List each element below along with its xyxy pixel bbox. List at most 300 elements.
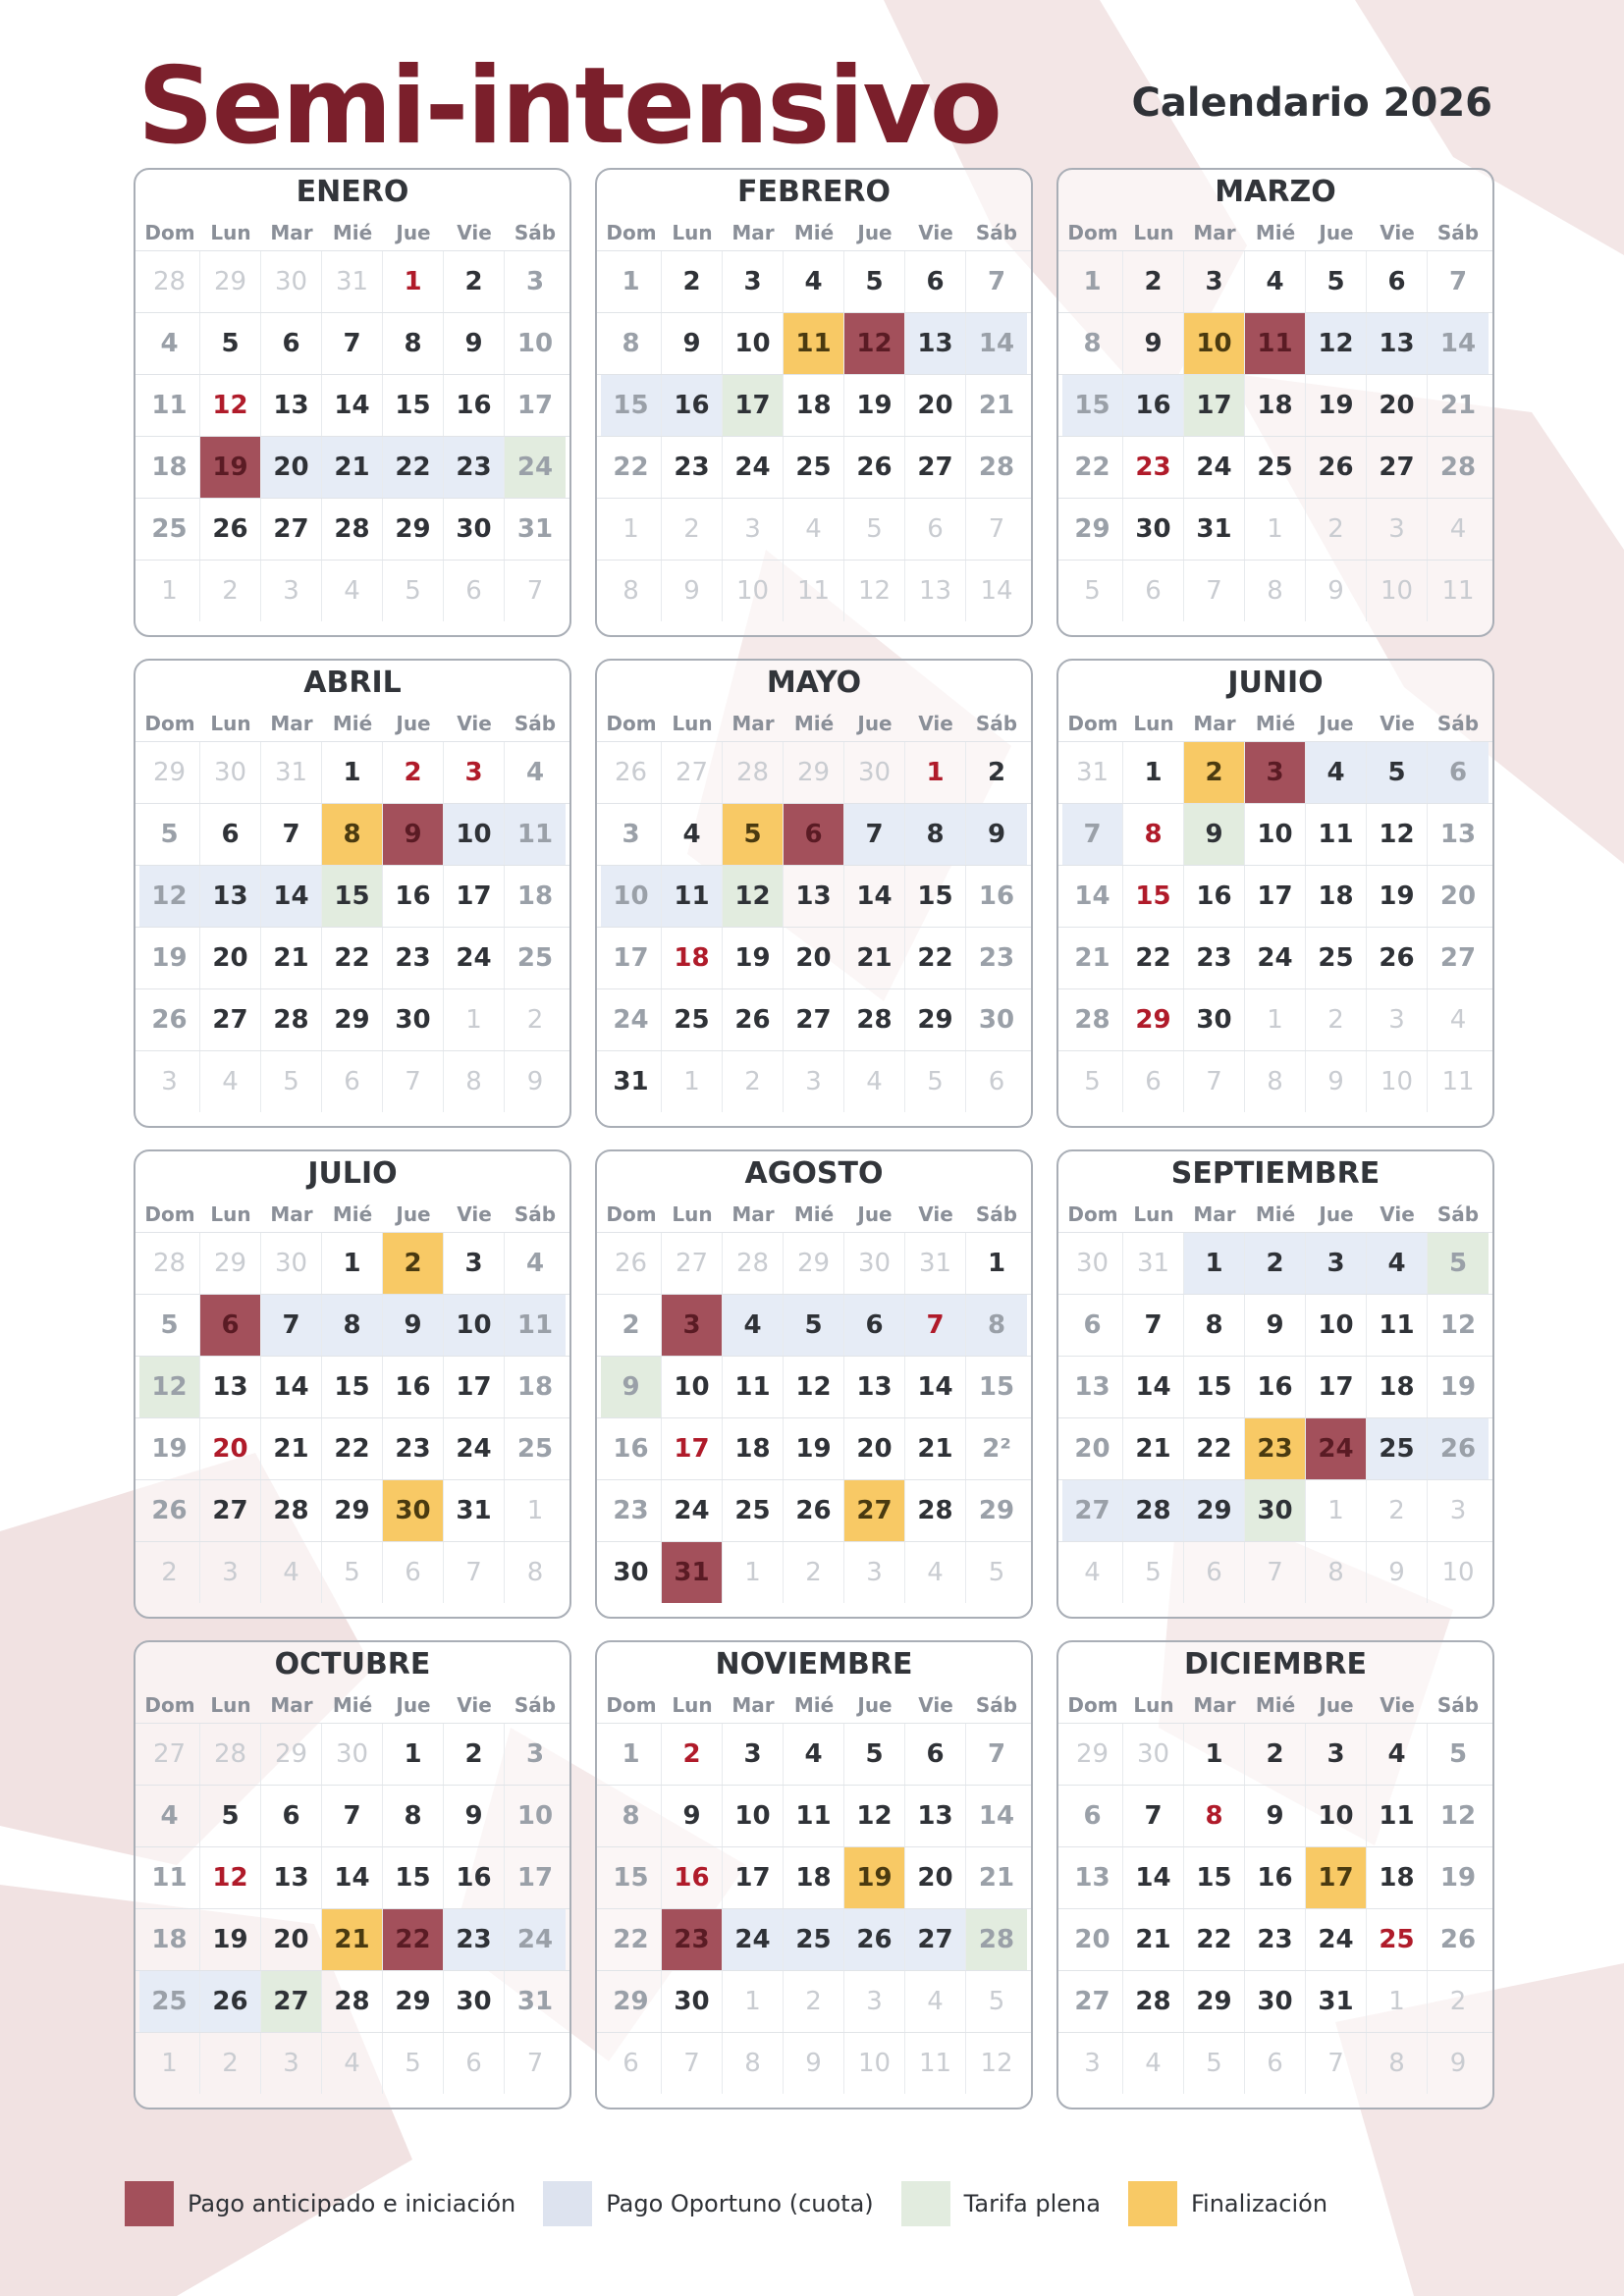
- month-octubre: [134, 1640, 571, 2109]
- day-cell: 1: [1245, 989, 1306, 1050]
- day-cell: 9: [662, 1786, 723, 1846]
- day-cell: 3: [200, 1542, 261, 1603]
- day-cell: 27: [261, 499, 322, 560]
- week-row: [1058, 436, 1492, 498]
- week-row: [1058, 2032, 1492, 2094]
- day-cell: 12: [844, 1786, 905, 1846]
- day-cell: 11: [784, 561, 844, 621]
- day-cell: 24: [723, 437, 784, 498]
- week-row: [135, 1294, 569, 1356]
- weekday-label: Mié: [793, 712, 835, 735]
- week-row: [135, 2032, 569, 2094]
- day-cell: 30: [383, 989, 444, 1050]
- day-cell: 2: [601, 1295, 662, 1356]
- day-cell: 19: [139, 1418, 200, 1479]
- day-cell: 3: [1367, 989, 1428, 1050]
- day-cell: 15: [322, 866, 383, 927]
- day-cell: 22: [1123, 928, 1184, 988]
- day-cell: 12: [1439, 1310, 1477, 1340]
- weekday-label: Sáb: [514, 1202, 557, 1226]
- day-cell: 14: [261, 1357, 322, 1417]
- week-row: [135, 1232, 569, 1294]
- day-cell: 5: [1062, 561, 1123, 621]
- day-cell: 9: [444, 313, 505, 374]
- day-cell: 3: [444, 742, 505, 803]
- day-cell: 15: [1184, 1847, 1245, 1908]
- day-cell: 12: [844, 561, 905, 621]
- day-cell: 26: [844, 437, 905, 498]
- day-cell: 29: [601, 1971, 662, 2032]
- day-cell: 29: [383, 1971, 444, 2032]
- weekday-label: Dom: [606, 221, 657, 244]
- day-cell: 18: [139, 437, 200, 498]
- day-cell: 1: [1367, 1971, 1428, 2032]
- week-row: [1058, 1356, 1492, 1417]
- day-cell: 1: [601, 1724, 662, 1785]
- day-cell: 7: [1184, 1051, 1245, 1112]
- weekday-label: Jue: [857, 1693, 893, 1717]
- weekday-label: Vie: [918, 1202, 953, 1226]
- weekday-label: Sáb: [975, 221, 1018, 244]
- day-cell: 29: [978, 1496, 1015, 1525]
- day-cell: 20: [844, 1418, 905, 1479]
- day-cell: 5: [261, 1051, 322, 1112]
- day-cell: 7: [1306, 2033, 1367, 2094]
- day-cell: 13: [905, 313, 966, 374]
- month-name: SEPTIEMBRE: [1170, 1156, 1380, 1191]
- day-cell: 3: [139, 1051, 200, 1112]
- month-junio: [1056, 659, 1494, 1128]
- week-row: [597, 803, 1031, 865]
- day-cell: 5: [383, 2033, 444, 2094]
- day-cell: 24: [505, 437, 566, 498]
- day-cell: 20: [200, 1418, 261, 1479]
- week-row: [1058, 1232, 1492, 1294]
- day-cell: 17: [516, 1863, 554, 1893]
- weekday-label: Jue: [396, 1202, 431, 1226]
- day-cell: 27: [139, 1724, 200, 1785]
- day-cell: 28: [844, 989, 905, 1050]
- day-cell: 23: [444, 1909, 505, 1970]
- week-row: [135, 803, 569, 865]
- weekday-label: Sáb: [1436, 221, 1480, 244]
- day-cell: 14: [261, 866, 322, 927]
- weekday-header: [135, 1687, 569, 1723]
- weekday-label: Lun: [1133, 221, 1174, 244]
- week-row: [597, 312, 1031, 374]
- weekday-label: Sáb: [975, 1693, 1018, 1717]
- legend-item: [125, 2181, 515, 2226]
- day-cell: 2: [662, 499, 723, 560]
- day-cell: 15: [383, 375, 444, 436]
- weekday-label: Mar: [270, 221, 313, 244]
- week-row: [597, 1723, 1031, 1785]
- week-row: [135, 436, 569, 498]
- weekday-label: Dom: [606, 712, 657, 735]
- day-cell: 6: [1123, 561, 1184, 621]
- day-cell: 7: [1062, 804, 1123, 865]
- day-cell: 22: [1184, 1909, 1245, 1970]
- weekday-label: Vie: [457, 712, 492, 735]
- week-row: [135, 1541, 569, 1603]
- day-cell: 28: [978, 453, 1015, 482]
- day-cell: 2: [444, 251, 505, 312]
- day-cell: 5: [988, 1987, 1005, 2016]
- day-cell: 4: [1306, 742, 1367, 803]
- day-cell: 28: [322, 499, 383, 560]
- day-cell: 16: [444, 1847, 505, 1908]
- day-cell: 10: [1306, 1295, 1367, 1356]
- day-cell: 1: [1184, 1233, 1245, 1294]
- day-cell: 20: [261, 1909, 322, 1970]
- day-cell: 5: [844, 251, 905, 312]
- month-mayo: [595, 659, 1033, 1128]
- day-cell: 20: [1367, 375, 1428, 436]
- day-cell: 31: [601, 1051, 662, 1112]
- day-cell: 9: [1449, 2049, 1467, 2078]
- day-cell: 18: [784, 375, 844, 436]
- day-cell: 7: [1184, 561, 1245, 621]
- day-cell: 7: [261, 804, 322, 865]
- day-cell: 3: [1306, 1724, 1367, 1785]
- day-cell: 12: [844, 313, 905, 374]
- day-cell: 26: [200, 499, 261, 560]
- day-cell: 24: [505, 1909, 566, 1970]
- day-cell: 24: [1184, 437, 1245, 498]
- day-cell: 11: [505, 804, 566, 865]
- week-row: [597, 1356, 1031, 1417]
- day-cell: 6: [844, 1295, 905, 1356]
- day-cell: 11: [723, 1357, 784, 1417]
- day-cell: 2: [784, 1542, 844, 1603]
- day-cell: 6: [1123, 1051, 1184, 1112]
- day-cell: 19: [1367, 866, 1428, 927]
- weekday-label: Sáb: [1436, 1202, 1480, 1226]
- weekday-label: Lun: [1133, 712, 1174, 735]
- day-cell: 28: [1123, 1480, 1184, 1541]
- day-cell: 4: [261, 1542, 322, 1603]
- week-row: [597, 988, 1031, 1050]
- day-cell: 28: [905, 1480, 966, 1541]
- day-cell: 8: [1184, 1786, 1245, 1846]
- day-cell: 13: [200, 1357, 261, 1417]
- day-cell: 8: [1184, 1295, 1245, 1356]
- day-cell: 7: [1245, 1542, 1306, 1603]
- day-cell: 5: [844, 1724, 905, 1785]
- month-noviembre: [595, 1640, 1033, 2109]
- day-cell: 12: [200, 1847, 261, 1908]
- day-cell: 7: [988, 514, 1005, 544]
- day-cell: 20: [1439, 881, 1477, 911]
- day-cell: 29: [200, 1233, 261, 1294]
- day-cell: 26: [601, 742, 662, 803]
- weekday-label: Dom: [1067, 221, 1118, 244]
- day-cell: 30: [1245, 1971, 1306, 2032]
- day-cell: 17: [1306, 1357, 1367, 1417]
- day-cell: 2: [1245, 1724, 1306, 1785]
- month-name: JULIO: [307, 1156, 398, 1191]
- day-cell: 1: [1062, 251, 1123, 312]
- day-cell: 5: [1306, 251, 1367, 312]
- day-cell: 7: [905, 1295, 966, 1356]
- day-cell: 13: [905, 561, 966, 621]
- day-cell: 21: [978, 1863, 1015, 1893]
- day-cell: 3: [844, 1542, 905, 1603]
- legend-swatch: [543, 2181, 592, 2226]
- day-cell: 31: [261, 742, 322, 803]
- day-cell: 12: [1439, 1801, 1477, 1831]
- day-cell: 3: [1062, 2033, 1123, 2094]
- weekday-label: Lun: [210, 1202, 251, 1226]
- day-cell: 30: [978, 1005, 1015, 1035]
- day-cell: 31: [1123, 1233, 1184, 1294]
- day-cell: 20: [200, 928, 261, 988]
- day-cell: 29: [1184, 1480, 1245, 1541]
- day-cell: 2: [1306, 499, 1367, 560]
- week-row: [135, 312, 569, 374]
- weekday-label: Mar: [1193, 1202, 1236, 1226]
- day-cell: 8: [322, 1295, 383, 1356]
- day-cell: 18: [139, 1909, 200, 1970]
- day-cell: 9: [1184, 804, 1245, 865]
- week-row: [1058, 498, 1492, 560]
- weekday-label: Lun: [210, 221, 251, 244]
- week-row: [1058, 988, 1492, 1050]
- week-row: [1058, 927, 1492, 988]
- week-row: [1058, 374, 1492, 436]
- day-cell: 30: [844, 1233, 905, 1294]
- day-cell: 28: [261, 989, 322, 1050]
- weekday-label: Mar: [270, 712, 313, 735]
- day-cell: 20: [1062, 1909, 1123, 1970]
- day-cell: 2: [444, 1724, 505, 1785]
- day-cell: 5: [844, 499, 905, 560]
- day-cell: 4: [784, 251, 844, 312]
- day-cell: 5: [1062, 1051, 1123, 1112]
- weekday-label: Lun: [672, 712, 713, 735]
- day-cell: 9: [526, 1067, 544, 1096]
- day-cell: 27: [1439, 943, 1477, 973]
- day-cell: 24: [1245, 928, 1306, 988]
- month-septiembre: [1056, 1149, 1494, 1619]
- day-cell: 10: [1306, 1786, 1367, 1846]
- day-cell: 7: [526, 2049, 544, 2078]
- week-row: [597, 1417, 1031, 1479]
- week-row: [597, 1785, 1031, 1846]
- day-cell: 7: [987, 1739, 1006, 1769]
- week-row: [597, 1908, 1031, 1970]
- day-cell: 6: [601, 2033, 662, 2094]
- day-cell: 1: [601, 499, 662, 560]
- day-cell: 19: [844, 1847, 905, 1908]
- day-cell: 1: [905, 742, 966, 803]
- weekday-label: Sáb: [1436, 1693, 1480, 1717]
- day-cell: 16: [662, 375, 723, 436]
- weekday-label: Sáb: [514, 712, 557, 735]
- day-cell: 10: [601, 866, 662, 927]
- day-cell: 6: [261, 313, 322, 374]
- day-cell: 12: [980, 2049, 1013, 2078]
- day-cell: 7: [662, 2033, 723, 2094]
- day-cell: 18: [784, 1847, 844, 1908]
- day-cell: 13: [261, 1847, 322, 1908]
- weekday-label: Mié: [332, 712, 373, 735]
- day-cell: 23: [444, 437, 505, 498]
- day-cell: 7: [261, 1295, 322, 1356]
- day-cell: 31: [1062, 742, 1123, 803]
- day-cell: 11: [1441, 576, 1475, 606]
- day-cell: 4: [1367, 1233, 1428, 1294]
- day-cell: 13: [1367, 313, 1428, 374]
- day-cell: 8: [601, 561, 662, 621]
- day-cell: 6: [1184, 1542, 1245, 1603]
- day-cell: 21: [261, 1418, 322, 1479]
- weekday-label: Mié: [332, 221, 373, 244]
- day-cell: 1: [662, 1051, 723, 1112]
- day-cell: 29: [261, 1724, 322, 1785]
- week-row: [597, 498, 1031, 560]
- day-cell: 2: [526, 1005, 544, 1035]
- day-cell: 9: [662, 313, 723, 374]
- day-cell: 6: [1428, 742, 1489, 803]
- week-row: [597, 1294, 1031, 1356]
- day-cell: 2: [987, 758, 1006, 787]
- day-cell: 20: [784, 928, 844, 988]
- day-cell: 2: [1367, 1480, 1428, 1541]
- week-row: [597, 1970, 1031, 2032]
- day-cell: 5: [784, 1295, 844, 1356]
- day-cell: 22: [383, 1909, 444, 1970]
- weekday-label: Lun: [672, 221, 713, 244]
- week-row: [597, 741, 1031, 803]
- weekday-label: Sáb: [514, 1693, 557, 1717]
- week-row: [597, 560, 1031, 621]
- day-cell: 13: [844, 1357, 905, 1417]
- day-cell: 12: [139, 866, 200, 927]
- day-cell: 3: [1449, 1496, 1467, 1525]
- weekday-label: Dom: [1067, 1202, 1118, 1226]
- day-cell: 8: [526, 1558, 544, 1587]
- day-cell: 9: [1306, 1051, 1367, 1112]
- day-cell: 2: [200, 2033, 261, 2094]
- day-cell: 2: [200, 561, 261, 621]
- day-cell: 10: [723, 313, 784, 374]
- day-cell: 17: [723, 375, 784, 436]
- day-cell: 13: [1062, 1357, 1123, 1417]
- day-cell: 14: [1062, 866, 1123, 927]
- day-cell: 8: [1245, 561, 1306, 621]
- day-cell: 23: [662, 1909, 723, 1970]
- week-row: [1058, 803, 1492, 865]
- day-cell: 22: [322, 1418, 383, 1479]
- legend-item: [1128, 2181, 1327, 2226]
- weekday-label: Vie: [457, 221, 492, 244]
- day-cell: 2: [383, 742, 444, 803]
- month-name: ENERO: [296, 175, 409, 209]
- day-cell: 4: [1449, 1005, 1467, 1035]
- day-cell: 11: [905, 2033, 966, 2094]
- week-row: [597, 1479, 1031, 1541]
- day-cell: 26: [601, 1233, 662, 1294]
- weekday-label: Sáb: [975, 712, 1018, 735]
- weekday-label: Lun: [672, 1202, 713, 1226]
- day-cell: 6: [905, 251, 966, 312]
- week-row: [135, 1356, 569, 1417]
- day-cell: 30: [383, 1480, 444, 1541]
- weekday-label: Sáb: [514, 221, 557, 244]
- day-cell: 28: [723, 1233, 784, 1294]
- weekday-label: Lun: [1133, 1693, 1174, 1717]
- day-cell: 5: [200, 313, 261, 374]
- legend-label: Pago Oportuno (cuota): [606, 2190, 874, 2217]
- day-cell: 2: [139, 1542, 200, 1603]
- day-cell: 4: [905, 1542, 966, 1603]
- day-cell: 17: [516, 391, 554, 420]
- day-cell: 4: [1367, 1724, 1428, 1785]
- legend-item: [901, 2181, 1101, 2226]
- weekday-label: Dom: [606, 1202, 657, 1226]
- day-cell: 11: [505, 1295, 566, 1356]
- day-cell: 10: [444, 804, 505, 865]
- day-cell: 10: [723, 1786, 784, 1846]
- day-cell: 9: [784, 2033, 844, 2094]
- day-cell: 8: [1062, 313, 1123, 374]
- day-cell: 15: [1123, 866, 1184, 927]
- day-cell: 10: [444, 1295, 505, 1356]
- day-cell: 28: [139, 251, 200, 312]
- month-name: MARZO: [1215, 175, 1336, 209]
- month-febrero: [595, 168, 1033, 637]
- weekday-label: Sáb: [1436, 712, 1480, 735]
- day-cell: 11: [1245, 313, 1306, 374]
- day-cell: 3: [723, 1724, 784, 1785]
- day-cell: 22: [383, 437, 444, 498]
- day-cell: 22: [905, 928, 966, 988]
- day-cell: 30: [1123, 499, 1184, 560]
- day-cell: 23: [1184, 928, 1245, 988]
- day-cell: 25: [662, 989, 723, 1050]
- day-cell: 7: [444, 1542, 505, 1603]
- day-cell: 25: [516, 943, 554, 973]
- day-cell: 8: [1123, 804, 1184, 865]
- legend-label: Pago anticipado e iniciación: [188, 2190, 516, 2217]
- day-cell: 18: [516, 881, 554, 911]
- day-cell: 25: [784, 437, 844, 498]
- weekday-label: Mié: [793, 1693, 835, 1717]
- week-row: [1058, 1785, 1492, 1846]
- day-cell: 21: [978, 391, 1015, 420]
- week-row: [597, 1050, 1031, 1112]
- weekday-label: Mar: [1193, 712, 1236, 735]
- day-cell: 29: [1184, 1971, 1245, 2032]
- day-cell: 11: [784, 1786, 844, 1846]
- day-cell: 27: [662, 1233, 723, 1294]
- day-cell: 3: [525, 1739, 545, 1769]
- weekday-label: Vie: [1380, 1693, 1415, 1717]
- week-row: [135, 927, 569, 988]
- day-cell: 12: [139, 1357, 200, 1417]
- weekday-header: [135, 706, 569, 741]
- weekday-header: [597, 706, 1031, 741]
- day-cell: 17: [444, 1357, 505, 1417]
- day-cell: 18: [1367, 1357, 1428, 1417]
- day-cell: 1: [987, 1249, 1006, 1278]
- day-cell: 18: [662, 928, 723, 988]
- week-row: [1058, 1479, 1492, 1541]
- day-cell: 17: [662, 1418, 723, 1479]
- weekday-label: Mar: [270, 1693, 313, 1717]
- day-cell: 23: [601, 1480, 662, 1541]
